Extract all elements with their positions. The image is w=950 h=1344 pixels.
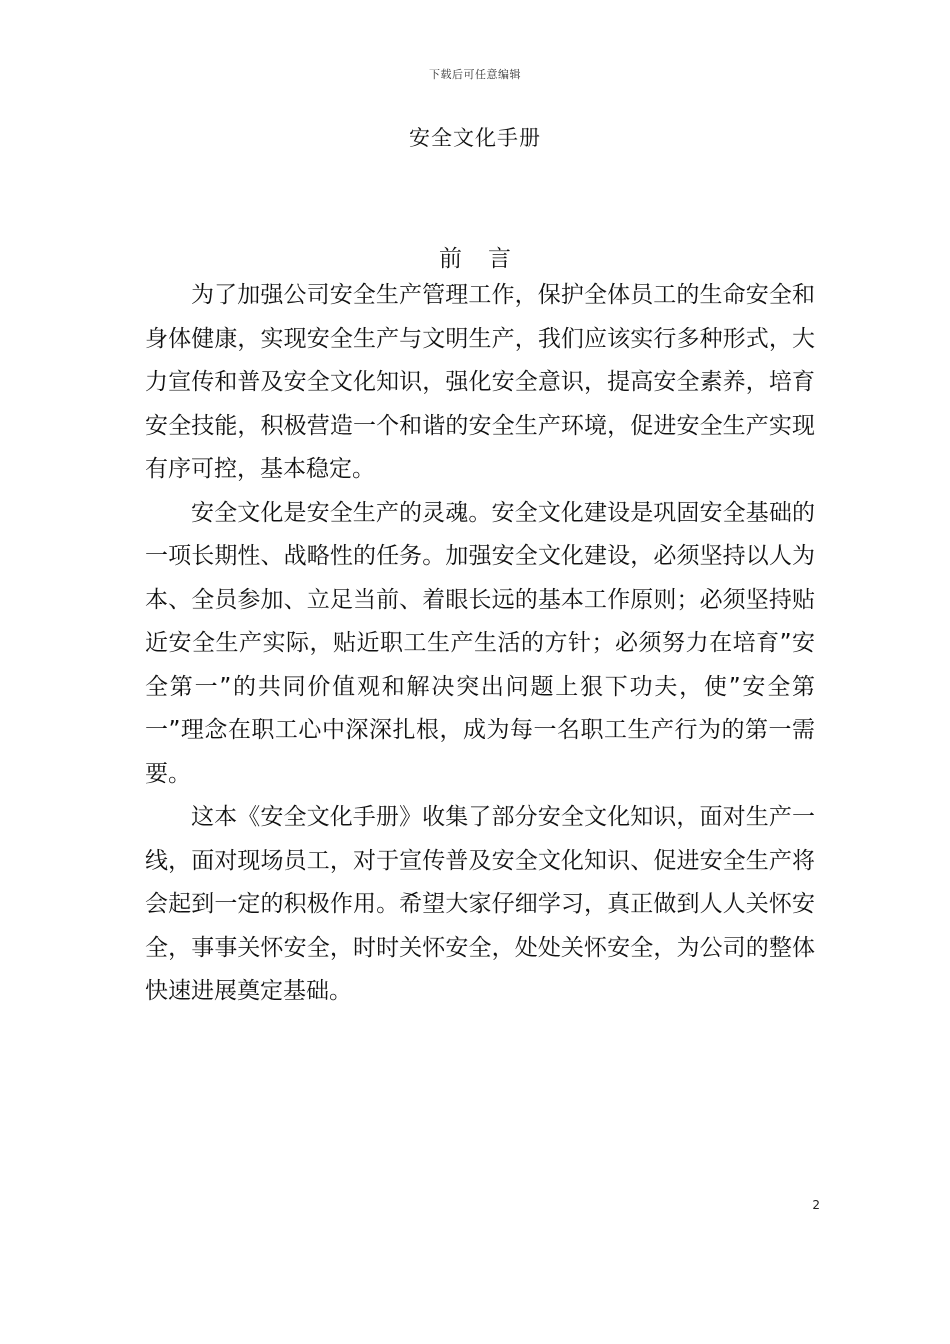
paragraph-1: 为了加强公司安全生产管理工作，保护全体员工的生命安全和身体健康，实现安全生产与文明生产，我们应该实行多种形式，大力宣传和普及安全文化知识，强化安全意识，提高安全素养，培育安全技能，积极营造一个和谐的安全生产环境，促进安全生产实现有序可控，基本稳定。: [145, 282, 815, 482]
page-number: 2: [812, 1198, 820, 1212]
header-note: 下载后可任意编辑: [429, 68, 521, 81]
section-heading-preface: 前言: [439, 246, 537, 272]
paragraph-2: 安全文化是安全生产的灵魂。安全文化建设是巩固安全基础的一项长期性、战略性的任务。加强安全文化建设，必须坚持以人为本、全员参加、立足当前、着眼长远的基本工作原则；必须坚持贴近安全生产实际，贴近职工生产生活的方针；必须努力在培育”安全第一”的共同价值观和解决突出问题上狠下功夫，使”安全第一”理念在职工心中深深扎根，成为每一名职工生产行为的第一需要。: [145, 499, 815, 787]
document-body: [145, 274, 815, 1014]
paragraph-3: 这本《安全文化手册》收集了部分安全文化知识，面对生产一线，面对现场员工，对于宣传普及安全文化知识、促进安全生产将会起到一定的积极作用。希望大家仔细学习，真正做到人人关怀安全，事事关怀安全，时时关怀安全，处处关怀安全，为公司的整体快速进展奠定基础。: [145, 804, 815, 1004]
document-title: 安全文化手册: [409, 126, 541, 150]
